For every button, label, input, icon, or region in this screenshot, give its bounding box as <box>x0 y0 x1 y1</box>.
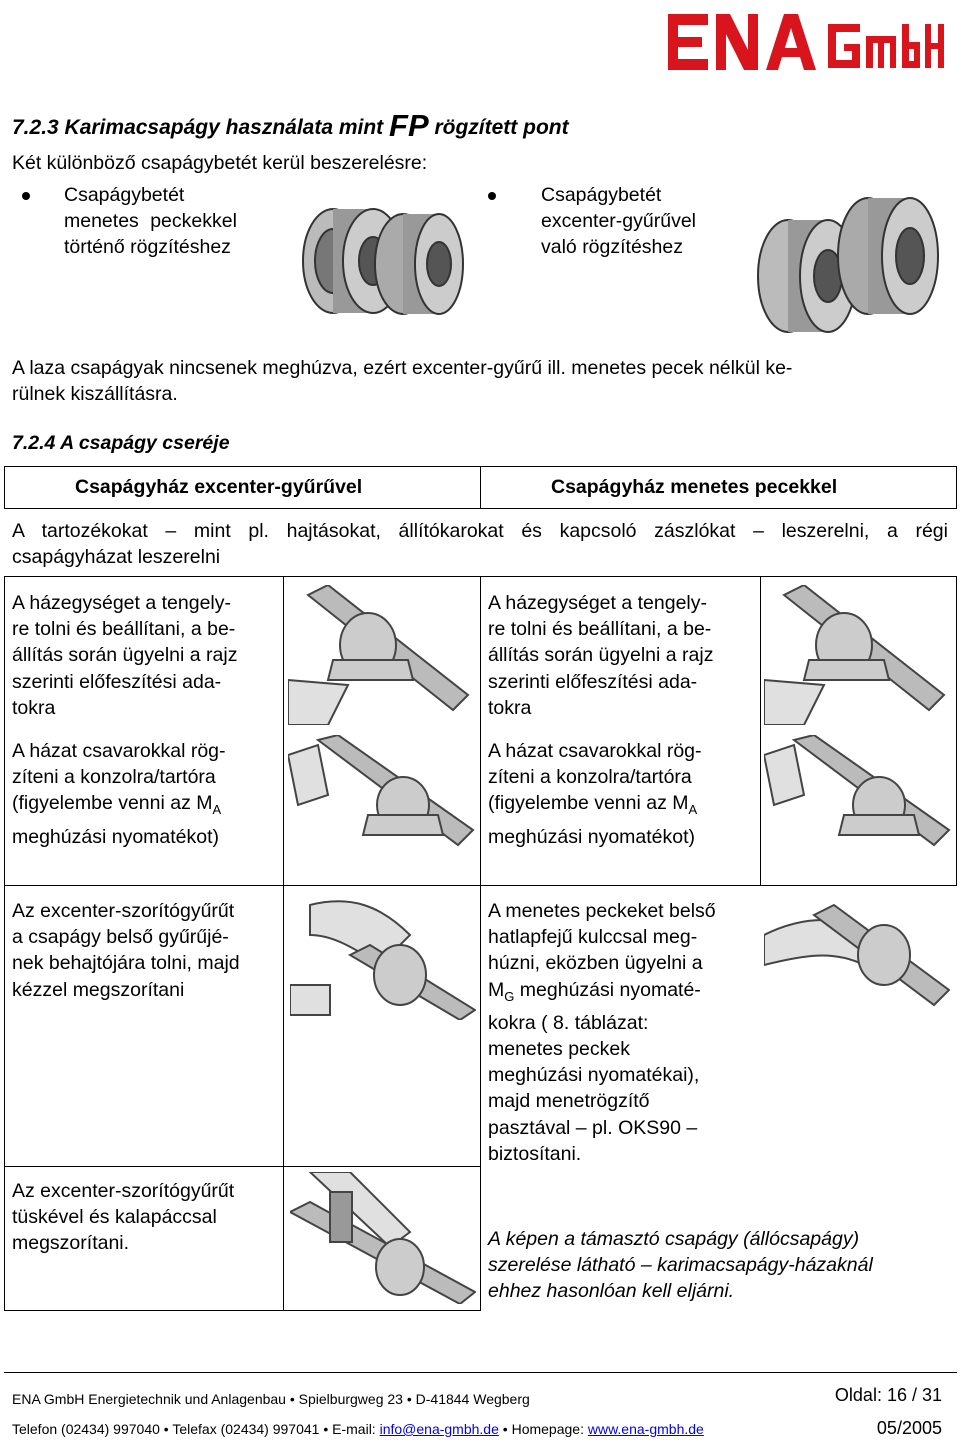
col-left-header: Csapágyház excenter-gyűrűvel <box>75 476 363 498</box>
bullet-2-line: Csapágybetét <box>541 184 662 206</box>
footer-street: Spielburgweg 23 <box>298 1391 403 1407</box>
housing-mount-illustration <box>288 585 476 725</box>
note-text <box>12 355 792 407</box>
bullet-1-text <box>64 182 237 260</box>
text-line: a csapágy belső gyűrűjé- <box>12 926 229 949</box>
table-intro-line-2: csapágyházat leszerelni <box>12 546 221 568</box>
text-part: (figyelembe venni az M <box>12 792 213 815</box>
text-line: megszorítani. <box>12 1232 130 1255</box>
table-rule <box>4 466 5 508</box>
table-rule <box>4 1310 481 1311</box>
text-line: pasztával – pl. OKS90 – <box>488 1116 698 1139</box>
table-rule <box>956 576 957 885</box>
text-line: meghúzási nyomatékot) <box>488 825 696 848</box>
text-line: állítás során ügyelni a rajz <box>488 644 714 667</box>
text-line: A házat csavarokkal rög- <box>488 740 702 762</box>
text-line: húzni, eközben ügyelni a <box>488 952 703 975</box>
text-line: nek behajtójára tolni, majd <box>12 952 240 975</box>
text-line: tokra <box>12 696 56 719</box>
text-line <box>12 790 226 823</box>
section-heading-7-2-3 <box>12 108 569 144</box>
footer-homepage-label: Homepage: <box>511 1421 588 1437</box>
table-rule <box>4 508 957 509</box>
row1-right-text <box>488 590 713 721</box>
note-line-2: rülnek kiszállításra. <box>12 383 178 405</box>
row3-left-text <box>12 898 240 1003</box>
table-intro <box>12 518 952 570</box>
table-rule <box>480 466 481 508</box>
table-intro-line-1: A tartozékokat – mint pl. hajtásokat, állítókarokat és kapcsoló zászlókat – leszerelni, a régi <box>12 520 948 542</box>
subscript: A <box>688 802 698 818</box>
heading-fp: FP <box>389 108 429 143</box>
text-line: A házat csavarokkal rög- <box>12 740 226 762</box>
text-line: hatlapfejű kulccsal meg- <box>488 926 698 949</box>
text-line: meghúzási nyomatékai), <box>488 1064 700 1087</box>
text-part: meghúzási nyomaté- <box>514 978 701 1001</box>
page-number: Oldal: 16 / 31 <box>834 1385 942 1405</box>
bearing-insert-eccentric-image <box>748 186 942 342</box>
footer-email-link[interactable]: info@ena-gmbh.de <box>379 1421 499 1437</box>
footer-phone: Telefon (02434) 997040 <box>12 1421 160 1437</box>
footer-city: D-41844 Wegberg <box>415 1391 530 1407</box>
housing-bolting-illustration <box>288 735 476 853</box>
text-line: szerinti előfeszítési ada- <box>12 670 222 693</box>
table-rule <box>480 576 481 1310</box>
footer-contact: Telefon (02434) 997040 • Telefax (02434) 997041 • E-mail: info@ena-gmbh.de • Homepage: www.ena-gmbh.de <box>12 1421 704 1437</box>
text-line: ehhez hasonlóan kell eljárni. <box>488 1280 735 1303</box>
intro-text: Két különböző csapágybetét kerül beszerelésre: <box>12 152 428 174</box>
text-line: tüskével és kalapáccsal <box>12 1206 217 1229</box>
hex-key-illustration <box>764 895 950 1020</box>
footer-fax: Telefax (02434) 997041 <box>172 1421 320 1437</box>
bearing-insert-setscrew-image <box>288 186 466 336</box>
text-line: zíteni a konzolra/tartóra <box>12 766 216 789</box>
text-part: M <box>488 978 505 1001</box>
text-line: majd menetrögzítő <box>488 1090 650 1113</box>
section-heading-7-2-4: 7.2.4 A csapágy cseréje <box>12 432 230 454</box>
bullet-1-line: Csapágybetét <box>64 184 185 206</box>
bullet-dot <box>22 192 30 200</box>
text-line: A képen a támasztó csapágy (állócsapágy) <box>488 1228 860 1250</box>
bullet-2-text <box>541 182 696 260</box>
table-rule <box>4 576 5 1310</box>
hammer-punch-illustration <box>290 1172 476 1304</box>
text-line: A házegységet a tengely- <box>12 592 231 614</box>
text-part: (figyelembe venni az M <box>488 792 689 815</box>
footer-rule <box>4 1372 957 1373</box>
table-rule <box>4 1166 481 1167</box>
row1-left-text <box>12 590 237 721</box>
housing-bolting-illustration <box>764 735 952 853</box>
text-line: Az excenter-szorítógyűrűt <box>12 900 235 922</box>
text-line: A házegységet a tengely- <box>488 592 707 614</box>
text-line <box>488 977 716 1010</box>
text-line: kézzel megszorítani <box>12 978 185 1001</box>
footer-company: ENA GmbH Energietechnik und Anlagenbau <box>12 1391 286 1407</box>
row4-left-text <box>12 1178 234 1257</box>
text-line: re tolni és beállítani, a be- <box>12 618 236 641</box>
text-line <box>488 790 702 823</box>
text-line: kokra ( 8. táblázat: <box>488 1011 649 1034</box>
footer-email-label: E-mail: <box>332 1421 380 1437</box>
footer-homepage-link[interactable]: www.ena-gmbh.de <box>587 1421 704 1437</box>
text-line: szerelése látható – karimacsapágy-házaknál <box>488 1254 873 1277</box>
heading-text-suffix: rögzített pont <box>428 116 569 139</box>
row4-right-note <box>488 1226 873 1305</box>
row3-right-text <box>488 898 716 1167</box>
text-line: zíteni a konzolra/tartóra <box>488 766 692 789</box>
eccentric-ring-hand-illustration <box>290 895 476 1020</box>
bullet-2-line: való rögzítéshez <box>541 236 683 258</box>
row2-left-text <box>12 738 226 850</box>
footer-address: ENA GmbH Energietechnik und Anlagenbau • Spielburgweg 23 • D-41844 Wegberg <box>12 1391 530 1407</box>
text-line: meghúzási nyomatékot) <box>12 825 220 848</box>
col-right-header: Csapágyház menetes pecekkel <box>551 476 838 498</box>
text-line: re tolni és beállítani, a be- <box>488 618 712 641</box>
housing-mount-illustration <box>764 585 952 725</box>
subscript: G <box>504 988 515 1004</box>
text-line: szerinti előfeszítési ada- <box>488 670 698 693</box>
row2-right-text <box>488 738 702 850</box>
bullet-2-line: excenter-gyűrűvel <box>541 210 696 232</box>
text-line: A menetes peckeket belső <box>488 900 716 922</box>
table-rule <box>760 576 761 885</box>
text-line: Az excenter-szorítógyűrűt <box>12 1180 235 1202</box>
text-line: tokra <box>488 696 532 719</box>
text-line: biztosítani. <box>488 1142 582 1165</box>
table-rule <box>956 466 957 508</box>
bullet-dot <box>488 192 496 200</box>
subscript: A <box>212 802 222 818</box>
text-line: menetes peckek <box>488 1037 630 1060</box>
note-line-1: A laza csapágyak nincsenek meghúzva, ezért excenter-gyűrű ill. menetes pecek nélkül ke- <box>12 357 793 379</box>
text-line: állítás során ügyelni a rajz <box>12 644 238 667</box>
footer-date: 05/2005 <box>876 1418 942 1438</box>
bullet-1-line: menetes peckekkel <box>64 210 237 232</box>
table-rule <box>283 576 284 1310</box>
bullet-1-line: történő rögzítéshez <box>64 236 231 258</box>
heading-text: 7.2.3 Karimacsapágy használata mint <box>12 116 390 139</box>
ena-gmbh-logo <box>664 8 944 74</box>
